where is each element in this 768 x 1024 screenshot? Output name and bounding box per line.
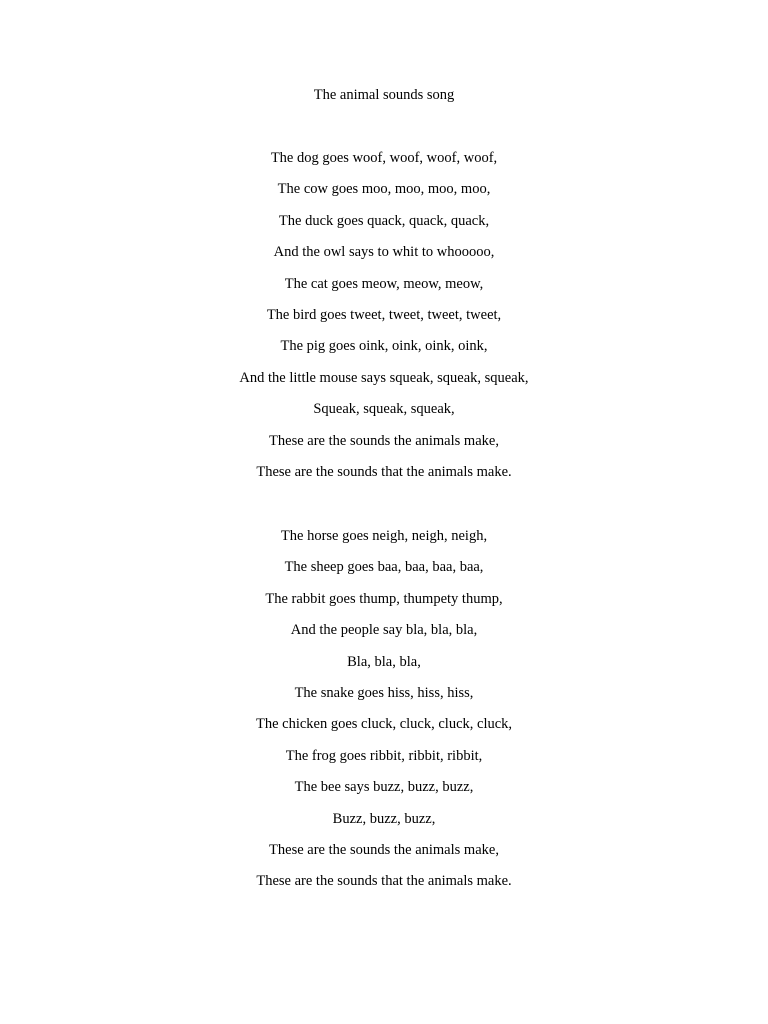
stanza-1-line-5: The cat goes meow, meow, meow, [284, 275, 484, 292]
stanza-2 [0, 527, 768, 904]
stanza-2-line-10: Buzz, buzz, buzz, [332, 810, 436, 827]
stanza-1 [0, 149, 768, 494]
stanza-2-line-1: The horse goes neigh, neigh, neigh, [280, 528, 488, 544]
stanza-1-line-2: The cow goes moo, moo, moo, moo, [277, 181, 491, 198]
stanza-2-line-11: These are the sounds the animals make, [269, 841, 499, 858]
stanza-1-line-1: The dog goes woof, woof, woof, woof, [270, 150, 498, 166]
stanza-2-line-6: The snake goes hiss, hiss, hiss, [294, 684, 474, 701]
stanza-1-line-4: And the owl says to whit to whooooo, [273, 244, 495, 261]
stanza-2-line-2: The sheep goes baa, baa, baa, baa, [284, 559, 484, 576]
stanza-1-line-8: And the little mouse says squeak, squeak, squeak, [239, 369, 529, 386]
stanza-1-line-10: These are the sounds the animals make, [269, 432, 499, 449]
stanza-2-line-3: The rabbit goes thump, thumpety thump, [265, 590, 503, 607]
stanza-2-line-12: These are the sounds that the animals make. [256, 873, 512, 890]
stanza-1-line-9: Squeak, squeak, squeak, [313, 401, 455, 418]
stanza-2-line-7: The chicken goes cluck, cluck, cluck, cluck, [255, 716, 513, 733]
stanza-1-line-3: The duck goes quack, quack, quack, [278, 212, 490, 229]
stanza-2-line-5: Bla, bla, bla, [347, 653, 421, 670]
stanza-1-line-7: The pig goes oink, oink, oink, oink, [280, 338, 488, 355]
stanza-2-line-9: The bee says buzz, buzz, buzz, [294, 779, 474, 796]
stanza-2-line-8: The frog goes ribbit, ribbit, ribbit, [285, 747, 483, 764]
stanza-1-line-6: The bird goes tweet, tweet, tweet, tweet, [266, 306, 502, 323]
stanza-2-line-4: And the people say bla, bla, bla, [290, 622, 478, 639]
song-title: The animal sounds song [313, 87, 455, 103]
stanza-1-line-11: These are the sounds that the animals make. [256, 463, 512, 480]
